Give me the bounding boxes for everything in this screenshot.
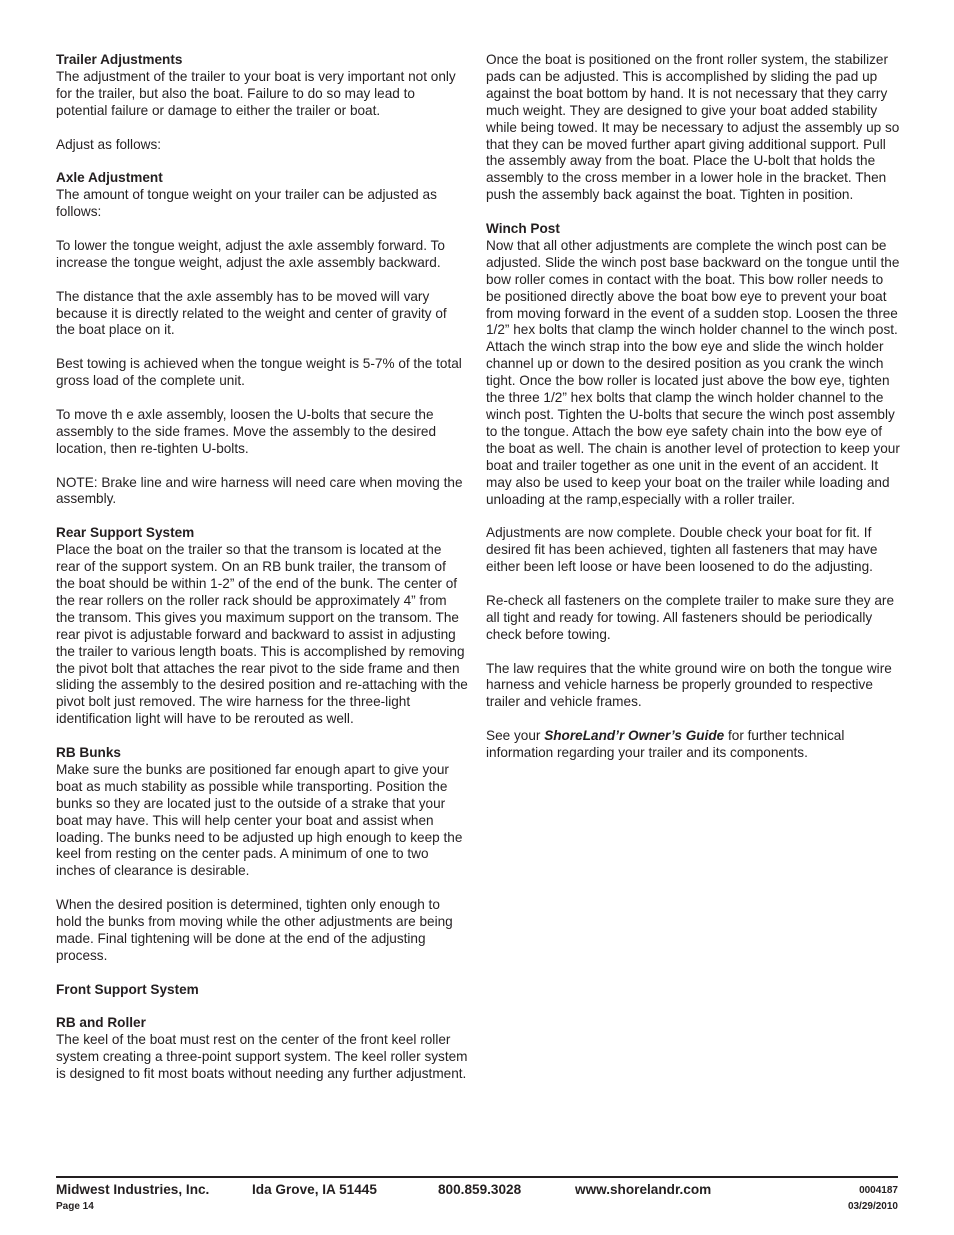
- footer-phone: 800.859.3028: [438, 1182, 522, 1197]
- paragraph: Best towing is achieved when the tongue weight is 5-7% of the total gross load of the complete unit.: [56, 356, 462, 389]
- paragraph-block: [56, 356, 468, 390]
- paragraph: The keel of the boat must rest on the center of the front keel roller system creating a three-point support system. The keel roller system is designed to fit most boats without needing any further adjustment.: [56, 1032, 468, 1082]
- paragraph: The amount of tongue weight on your trailer can be adjusted as follows:: [56, 187, 437, 220]
- paragraph: Adjustments are now complete. Double check your boat for fit. If desired fit has been achieved, tighten all fasteners that may have either been left loose or have been loosened to do the adjusting.: [486, 525, 878, 575]
- winch-post-section: [486, 221, 900, 508]
- note-paragraph: NOTE: Brake line and wire harness will need care when moving the assembly.: [56, 474, 463, 507]
- right-column: [486, 52, 900, 779]
- left-column: [56, 52, 468, 1100]
- paragraph: Make sure the bunks are positioned far enough apart to give your boat as much stability as possible while transporting. Position the bunks so they are located just to the outside of a strake that your boat may have. This will help center your boat and assist when loading. The bunks need to be adjusted up high enough to keep the keel from resting on the center pads. A minimum of one to two inches of clearance is desirable.: [56, 761, 463, 879]
- section-heading: Front Support System: [56, 981, 199, 997]
- see-guide-text-before: See your: [486, 728, 545, 744]
- section-heading: Trailer Adjustments: [56, 52, 183, 67]
- footer-city: Ida Grove, IA 51445: [252, 1182, 377, 1197]
- paragraph-block: [486, 525, 900, 576]
- front-support-section: [56, 982, 468, 999]
- footer-page-number: Page 14: [56, 1201, 94, 1212]
- paragraph: Once the boat is positioned on the front roller system, the stabilizer pads can be adjusted. This is accomplished by sliding the pad up against the boat bottom by hand. It is not necessary that they carry much weight. They are designed to give your boat added stability while being towed. It may be necessary to adjust the assembly up so that they can be moved further apart giving additional support. Pull the assembly away from the boat. Place the U-bolt that holds the assembly to the cross member in a lower hole in the bracket. Then push the assembly back against the boat. Tighten in position.: [486, 52, 900, 203]
- see-guide-text-after: for further technical information regarding your trailer and its components.: [486, 728, 845, 761]
- paragraph: The law requires that the white ground wire on both the tongue wire harness and vehicle harness be properly grounded to respective trailer and vehicle frames.: [486, 660, 892, 710]
- section-heading: Rear Support System: [56, 525, 195, 541]
- paragraph: The distance that the axle assembly has to be moved will vary because it is directly related to the weight and center of gravity of the boat place on it.: [56, 288, 447, 338]
- footer-date: 03/29/2010: [847, 1201, 898, 1212]
- paragraph: Now that all other adjustments are complete the winch post can be adjusted. Slide the winch post base backward on the tongue until the bow roller comes in contact with the boat. This bow roller needs to be positioned directly above the boat bow eye to prevent your boat from moving forward in the event of a sudden stop. Loosen the three 1/2” hex bolts that clamp the winch holder channel to the winch post. Attach the winch strap into the bow eye and slide the winch holder channel up or down to the desired position as you crank the winch tight. Once the bow roller is located just above the bow eye, tighten the three 1/2” hex bolts that clamp the winch holder channel to the winch post. Tighten the U-bolts that secure the winch post assembly to the tongue. Attach the bow eye safety chain into the bow eye of the boat as well. The chain is another level of protection to keep your boat and trailer together as one unit in the event of an accident. It may also be used to keep your boat on the trailer while loading and unloading at the ramp,especially with a roller trailer.: [486, 237, 900, 507]
- paragraph: To move th e axle assembly, loosen the U-bolts that secure the assembly to the side frames. Move the assembly to the desired location, then re-tighten U-bolts.: [56, 406, 437, 456]
- stabilizer-pads-block: [486, 52, 900, 204]
- trailer-adjustments-section: [56, 52, 468, 120]
- paragraph-block: [56, 289, 468, 340]
- axle-adjustment-section: [56, 170, 468, 221]
- section-heading: RB and Roller: [56, 1015, 146, 1031]
- paragraph: Adjust as follows:: [56, 136, 162, 152]
- note-block: [56, 475, 468, 509]
- paragraph: Re-check all fasteners on the complete trailer to make sure they are all tight and ready for towing. All fasteners should be periodically check before towing.: [486, 592, 895, 642]
- rb-bunks-section: [56, 745, 468, 880]
- section-heading: RB Bunks: [56, 745, 121, 761]
- footer-company: Midwest Industries, Inc.: [56, 1182, 210, 1197]
- section-heading: Winch Post: [486, 221, 560, 237]
- rb-and-roller-section: [56, 1015, 468, 1083]
- paragraph: Place the boat on the trailer so that the transom is located at the rear of the support system. On an RB bunk trailer, the transom of the boat should be within 1-2” of the end of the bunk. The center of the rear rollers on the roller rack should be approximately 4” from the transom. This gives you maximum support on the transom. The rear pivot is adjustable forward and backward to assist in adjusting the trailer to various length boats. This is accomplished by removing the pivot bolt that attaches the rear pivot to the side frame and then sliding the assembly to the desired position and re-attaching with the pivot bolt just removed. The wire harness for the three-light identification light will have to be rerouted as well.: [56, 542, 468, 727]
- paragraph-block: [486, 661, 900, 712]
- paragraph-block: [56, 238, 468, 272]
- paragraph-block: [56, 407, 468, 458]
- paragraph-block: [56, 137, 468, 154]
- footer-divider: [56, 1176, 898, 1178]
- footer-doc-number: 0004187: [859, 1185, 898, 1196]
- paragraph-block: [486, 593, 900, 644]
- rear-support-section: [56, 525, 468, 728]
- footer-website: www.shorelandr.com: [575, 1182, 712, 1197]
- paragraph: To lower the tongue weight, adjust the axle assembly forward. To increase the tongue weight, adjust the axle assembly backward.: [56, 237, 445, 270]
- section-heading: Axle Adjustment: [56, 170, 163, 186]
- paragraph-block: [56, 897, 468, 965]
- owners-guide-title: ShoreLand’r Owner’s Guide: [544, 728, 725, 744]
- paragraph: When the desired position is determined, tighten only enough to hold the bunks from moving while the other adjustments are being made. Final tightening will be done at the end of the adjusting process.: [56, 897, 453, 963]
- paragraph: The adjustment of the trailer to your boat is very important not only for the trailer, but also the boat. Failure to do so may lead to potential failure or damage to either the trailer or boat.: [56, 68, 456, 118]
- see-guide-paragraph: [486, 728, 900, 762]
